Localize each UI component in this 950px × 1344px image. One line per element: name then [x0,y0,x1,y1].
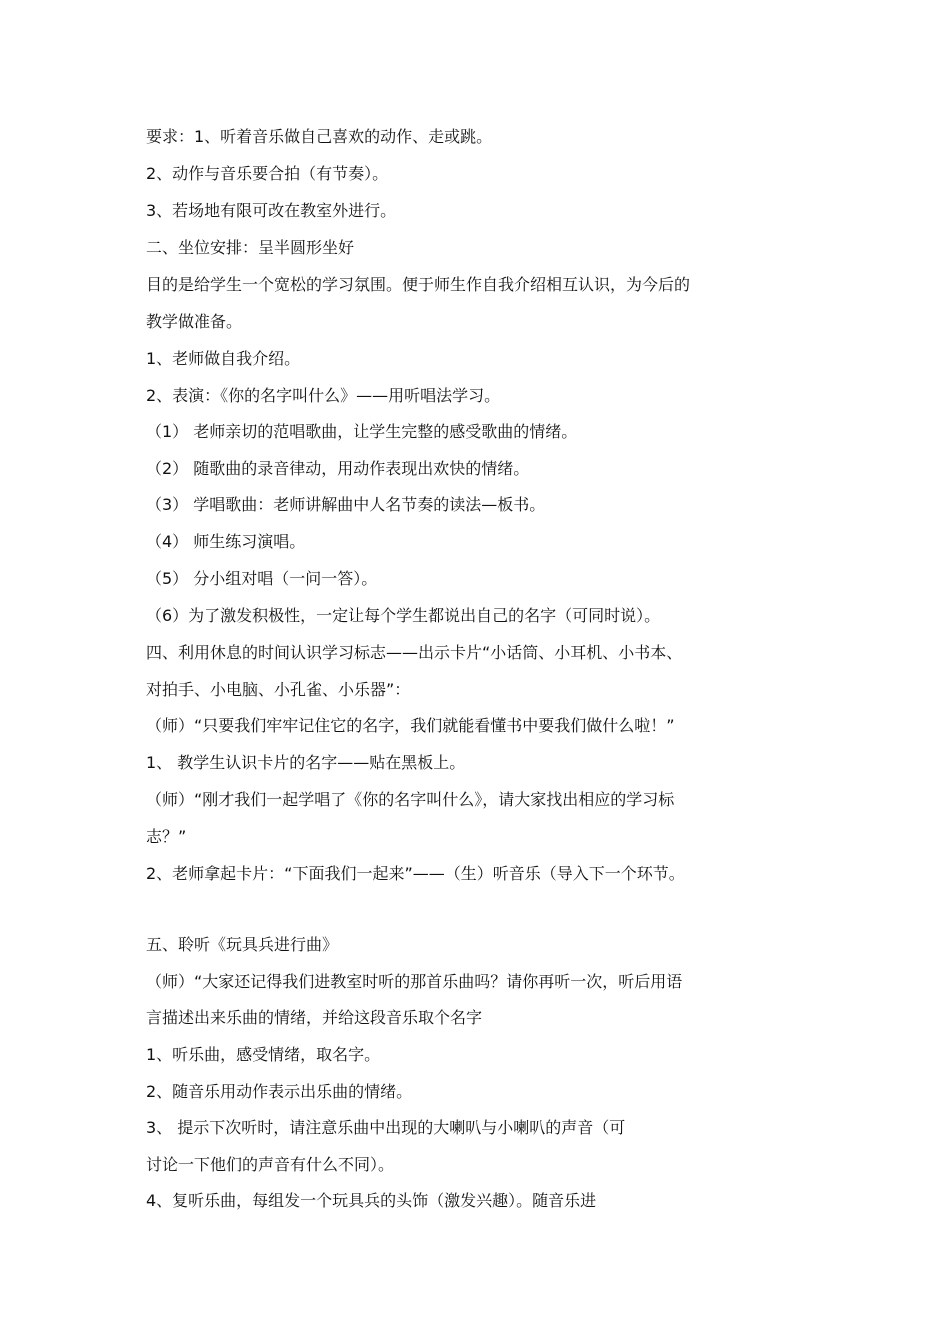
text-line: 1、听乐曲，感受情绪，取名字。 [146,1045,381,1064]
text-line: （6）为了激发积极性，一定让每个学生都说出自己的名字（可同时说）。 [146,606,661,625]
text-line: （师）“刚才我们一起学唱了《你的名字叫什么》，请大家找出相应的学习标 [146,790,675,809]
text-line: 3、若场地有限可改在教室外进行。 [146,201,397,220]
text-line: 2、表演：《你的名字叫什么》——用听唱法学习。 [146,386,501,405]
text-line: （1） 老师亲切的范唱歌曲，让学生完整的感受歌曲的情绪。 [146,422,578,441]
text-line: （2） 随歌曲的录音律动，用动作表现出欢快的情绪。 [146,459,530,478]
text-line: 4、复听乐曲，每组发一个玩具兵的头饰（激发兴趣）。随音乐进 [146,1191,597,1210]
text-line: 讨论一下他们的声音有什么不同）。 [146,1155,395,1174]
text-line: （师）“大家还记得我们进教室时听的那首乐曲吗？请你再听一次，听后用语 [146,972,683,991]
text-line: 教学做准备。 [146,312,243,331]
text-line: （3） 学唱歌曲：老师讲解曲中人名节奏的读法—板书。 [146,495,546,514]
text-line: 志？” [146,827,187,846]
section-heading: 四、利用休息的时间认识学习标志——出示卡片“小话筒、小耳机、小书本、 [146,643,683,662]
text-line: 1、老师做自我介绍。 [146,349,301,368]
section-heading: 五、聆听《玩具兵进行曲》 [146,935,339,954]
text-line: 言描述出来乐曲的情绪，并给这段音乐取个名字 [146,1008,483,1027]
section-heading: 二、坐位安排：呈半圆形坐好 [146,238,355,257]
text-line: 3、 提示下次听时，请注意乐曲中出现的大喇叭与小喇叭的声音（可 [146,1118,626,1137]
text-line: 2、老师拿起卡片：“下面我们一起来”——（生）听音乐（导入下一个环节。 [146,864,685,883]
text-line: 对拍手、小电脑、小孔雀、小乐器”： [146,680,411,699]
text-line: （师）“只要我们牢牢记住它的名字，我们就能看懂书中要我们做什么啦！” [146,716,675,735]
text-line: （5） 分小组对唱（一问一答）。 [146,569,378,588]
text-line: 2、动作与音乐要合拍（有节奏）。 [146,164,389,183]
text-line: 要求：1、听着音乐做自己喜欢的动作、走或跳。 [146,127,493,146]
text-line: 1、 教学生认识卡片的名字——贴在黑板上。 [146,753,466,772]
text-line: 2、随音乐用动作表示出乐曲的情绪。 [146,1082,413,1101]
text-line: （4） 师生练习演唱。 [146,532,306,551]
text-line: 目的是给学生一个宽松的学习氛围。便于师生作自我介绍相互认识，为今后的 [146,275,691,294]
